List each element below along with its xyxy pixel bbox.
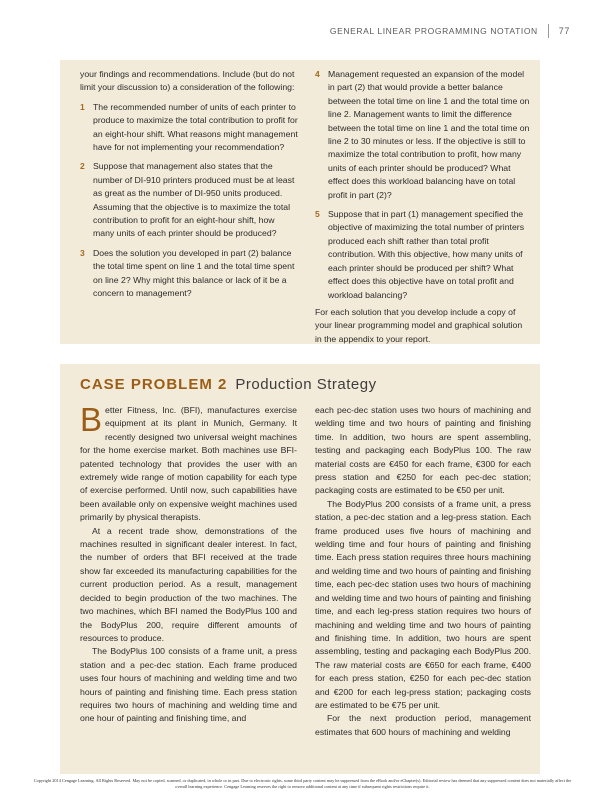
discussion-closing: For each solution that you develop include a copy of your linear programming model and graphical solution in the appendix to your report. bbox=[315, 306, 523, 344]
discussion-item bbox=[315, 68, 530, 202]
case-paragraph: The BodyPlus 200 consists of a frame unit, a press station, a pec-dec station and a leg-press station. Each frame produced uses five hours of machining and welding time and four hours of painting and finishing time. Each press station requires three hours machining and welding time and two hours of painting and finishing time, each pec-dec station uses two hours of machining and welding time and two hours of painting and finishing time, and each leg-press station requires two hours of machining and welding time and two hours of painting and finishing time. In addition, two hours are spent assembling, testing and packaging each BodyPlus 200. The raw material costs are €650 for each frame, €400 for each press station, €250 for each pec-dec station and €200 for each leg-press station; packaging costs are estimated to be €75 per unit. bbox=[315, 498, 531, 710]
item-number: 4 bbox=[315, 69, 320, 79]
item-number: 5 bbox=[315, 209, 320, 220]
copyright-notice: Copyright 2014 Cengage Learning. All Rights Reserved. May not be copied, scanned, or duplicated, in whole or in part. Due to electronic rights, some third party content may be suppressed from the eBook and/or eChapter(s). Editorial review has deemed that any suppressed content does not materially affect the overall learning experience. Cengage Learning reserves the right to remove additional content at any time if subsequent rights restrictions require it. bbox=[33, 778, 572, 789]
item-number: 2 bbox=[80, 161, 85, 172]
item-text: Does the solution you developed in part (2) balance the total time spent on line 1 and the total time spent on line 2? Why might this balance or lack of it be a concern to management? bbox=[93, 247, 295, 299]
running-head bbox=[330, 24, 570, 38]
case-paragraph: For the next production period, management estimates that 600 hours of machining and welding bbox=[315, 713, 531, 737]
discussion-item bbox=[80, 160, 298, 240]
discussion-item bbox=[315, 208, 530, 302]
case-right-column bbox=[315, 404, 531, 739]
item-text: Management requested an expansion of the model in part (2) that would provide a better balance between the total time on line 1 and the total time on line 2. Management wants to limit the difference between the total time on line 1 and the total time on line 2 to 30 minutes or less. If the objective is still to maximize the total contribution to profit, how many units of each printer should be produced? What effect does this workload balancing have on total profit in part (2)? bbox=[328, 69, 530, 200]
case-paragraph: At a recent trade show, demonstrations of the machines resulted in significant dealer interest. In fact, the number of orders that BFI received at the trade show far exceeded its manufacturing capabilities for the current production period. As a result, management decided to begin production of the two machines. The two machines, which BFI named the BodyPlus 100 and the BodyPlus 200, require different amounts of resources to produce. bbox=[80, 525, 297, 643]
running-head-divider bbox=[548, 24, 549, 38]
case-paragraph: each pec-dec station uses two hours of machining and welding time and two hours of painting and finishing time. In addition, two hours are spent assembling, testing and packaging each BodyPlus 100. The raw material costs are €450 for each frame, €300 for each press station and €250 for each pec-dec station; packaging costs are estimated to be €50 per unit. bbox=[315, 405, 531, 496]
page-number: 77 bbox=[558, 26, 570, 36]
discussion-intro: your findings and recommendations. Include (but do not limit your discussion to) a consideration of the following: bbox=[80, 69, 295, 93]
case-subtitle: Production Strategy bbox=[235, 376, 377, 393]
item-number: 3 bbox=[80, 247, 85, 258]
discussion-right-column bbox=[315, 68, 530, 346]
case-title bbox=[80, 376, 377, 393]
case-paragraph bbox=[80, 401, 297, 525]
item-text: Suppose that management also states that the number of DI-910 printers produced must be at least as great as the number of DI-950 units produced. Assuming that the objective is to maximize the total contribution to profit for an eight-hour shift, how many units of each printer should be produced? bbox=[93, 161, 295, 239]
discussion-left-column bbox=[80, 68, 298, 301]
case-left-column bbox=[80, 401, 297, 726]
item-text: The recommended number of units of each printer to produce to maximize the total contribution to profit for an eight-hour shift. What reasons might management have for not implementing your recommendation? bbox=[93, 101, 298, 153]
item-text: Suppose that in part (1) management specified the objective of maximizing the total number of printers produced each shift rather than total profit contribution. With this objective, how many units of each printer should be produced per shift? What effect does this objective have on total profit and workload balancing? bbox=[328, 209, 525, 300]
discussion-item bbox=[80, 101, 298, 155]
item-number: 1 bbox=[80, 101, 85, 112]
discussion-item bbox=[80, 247, 298, 301]
running-head-title: GENERAL LINEAR PROGRAMMING NOTATION bbox=[329, 26, 538, 36]
case-paragraph: The BodyPlus 100 consists of a frame unit, a press station and a pec-dec station. Each frame produced uses four hours of machining and welding time and two hours of painting and finishing time. Each press station requires two hours of machining and welding time and one hour of painting and finishing time, and bbox=[80, 646, 297, 724]
case-paragraph-text: etter Fitness, Inc. (BFI), manufactures exercise equipment at its plant in Munich, Germany. It recently designed two universal weight machines for the home exercise market. Both machines use BFI-patented technology that provides the user with an extremely wide range of motion capability for each type of exercise performed. Until now, such capabilities have been available only on expensive weight machines used primarily by physical therapists. bbox=[80, 405, 297, 523]
case-label: CASE PROBLEM 2 bbox=[80, 376, 228, 393]
drop-cap: B bbox=[80, 401, 103, 438]
